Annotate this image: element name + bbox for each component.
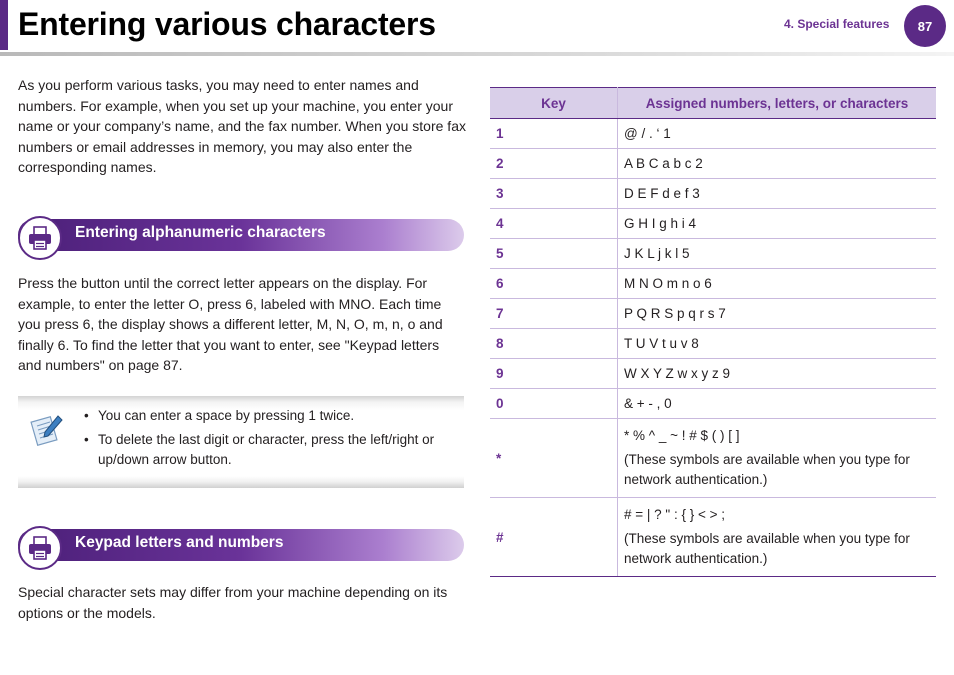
key-cell: 9 [490,359,618,389]
table-row [490,329,936,359]
chars-cell: A B C a b c 2 [618,149,937,179]
table-row [490,419,936,498]
table-row [490,209,936,239]
chars-cell: G H I g h i 4 [618,209,937,239]
column-header-key: Key [490,88,618,119]
key-cell: * [490,419,618,498]
table-row [490,239,936,269]
key-cell: # [490,498,618,577]
keypad-paragraph: Special character sets may differ from your machine depending on its options or the models. [18,584,448,621]
chars-note: (These symbols are available when you type for network authentication.) [624,452,910,487]
key-cell: 5 [490,239,618,269]
chars-cell: J K L j k l 5 [618,239,937,269]
printer-icon [18,216,62,260]
key-cell: 4 [490,209,618,239]
printer-icon [18,526,62,570]
key-cell: 0 [490,389,618,419]
chars-cell: M N O m n o 6 [618,269,937,299]
note-item: • To delete the last digit or character, press the left/right or up/down arrow button. [84,430,468,470]
section-header-keypad [18,529,464,561]
key-cell: 1 [490,119,618,149]
header-accent-bar [0,0,8,50]
table-row [490,149,936,179]
key-cell: 2 [490,149,618,179]
table-row [490,498,936,577]
chars-cell [618,419,937,498]
table-row [490,119,936,149]
note-list [84,406,468,474]
chars-cell: T U V t u v 8 [618,329,937,359]
key-cell: 8 [490,329,618,359]
chars-cell: @ / . ‘ 1 [618,119,937,149]
chapter-label: 4. Special features [784,17,890,31]
note-item: • You can enter a space by pressing 1 twice. [84,406,468,426]
table-row [490,179,936,209]
key-cell: 7 [490,299,618,329]
table-header-row [490,88,936,119]
page-title: Entering various characters [18,6,436,42]
table-row [490,389,936,419]
key-cell: 3 [490,179,618,209]
section-title: Keypad letters and numbers [75,534,284,551]
note-box [18,396,464,488]
section-header-alphanumeric [18,219,464,251]
section-title: Entering alphanumeric characters [75,224,326,241]
chars-note: (These symbols are available when you type for network authentication.) [624,531,910,566]
chars-symbols: * % ^ _ ~ ! # $ ( ) [ ] [624,428,740,443]
page-number-badge: 87 [904,5,946,47]
intro-paragraph: As you perform various tasks, you may need to enter names and numbers. For example, when you set up your machine, you enter your name or your company’s name, and the fax number. When you store fax numbers or email addresses in memory, you may also enter the corresponding names. [18,77,466,175]
table-row [490,269,936,299]
key-cell: 6 [490,269,618,299]
header-divider [0,52,954,56]
chars-cell: P Q R S p q r s 7 [618,299,937,329]
chars-cell: D E F d e f 3 [618,179,937,209]
chars-symbols: # = | ? " : { } < > ; [624,507,725,522]
chars-cell: W X Y Z w x y z 9 [618,359,937,389]
alphanumeric-paragraph: Press the button until the correct letter appears on the display. For example, to enter the letter O, press 6, labeled with MNO. Each time you press 6, the display shows a different letter, M, N, O, m, n, o and finally 6. To find the letter that you want to enter, see "Keypad letters and numbers" on page 87. [18,275,443,373]
table-row [490,359,936,389]
column-header-chars: Assigned numbers, letters, or characters [618,88,937,119]
chars-cell: & + - , 0 [618,389,937,419]
keypad-table [490,87,936,577]
chars-cell [618,498,937,577]
table-row [490,299,936,329]
note-pencil-icon [28,410,68,450]
